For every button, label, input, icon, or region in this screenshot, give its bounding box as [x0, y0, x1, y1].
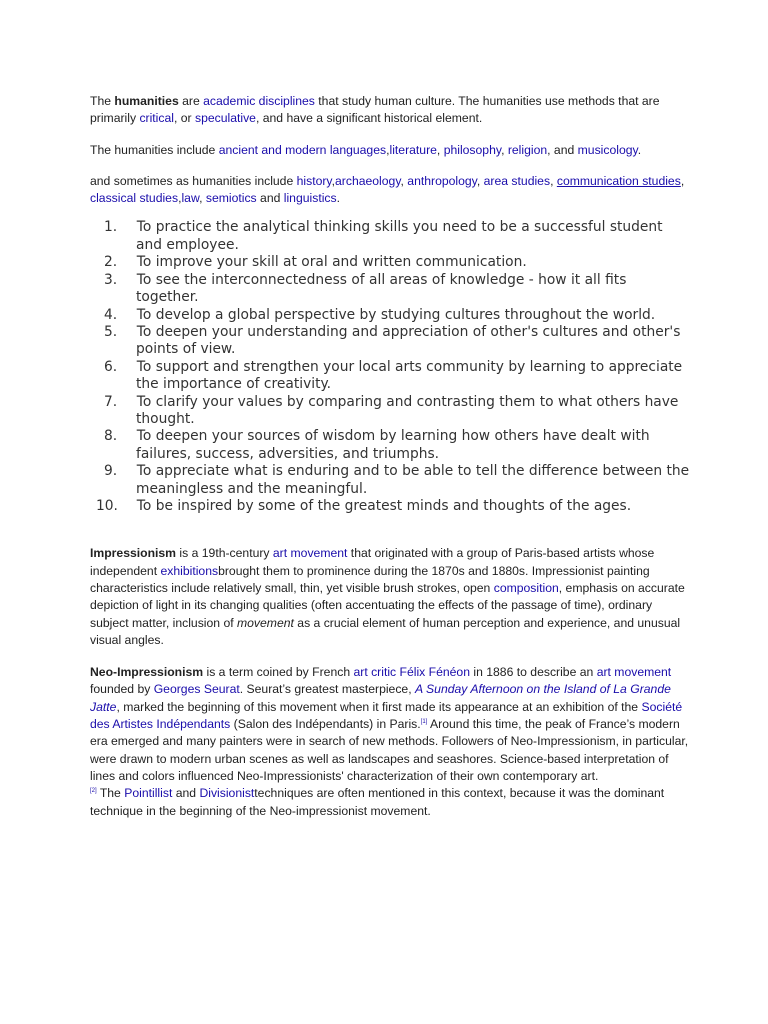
link-philosophy[interactable]: philosophy	[443, 142, 502, 157]
text: ,	[400, 173, 408, 188]
list-number: 3.	[104, 271, 118, 288]
link-exhibitions[interactable]: exhibitions	[160, 563, 219, 578]
text: ,	[476, 173, 484, 188]
humanities-include-paragraph	[90, 142, 690, 159]
text: , or	[173, 111, 195, 126]
text: ,	[680, 173, 685, 188]
text: .	[336, 191, 340, 206]
link-art-movement[interactable]: art movement	[272, 546, 348, 561]
movement-italic-text: movement	[237, 615, 294, 630]
text: , and	[547, 142, 578, 157]
document-page	[90, 93, 690, 820]
link-literature[interactable]: literature	[389, 142, 437, 157]
text: (Salon des Indépendants) in Paris.	[230, 717, 421, 732]
reference-1[interactable]: [1]	[420, 719, 428, 725]
text: The humanities include	[90, 142, 219, 157]
impressionism-paragraph	[90, 545, 690, 649]
list-item	[90, 272, 690, 307]
list-item	[90, 307, 690, 324]
link-languages[interactable]: ancient and modern languages	[218, 142, 387, 157]
link-art-critic[interactable]: art critic	[353, 665, 397, 680]
link-archaeology[interactable]: archaeology	[335, 173, 401, 188]
link-critical[interactable]: critical	[139, 111, 174, 126]
text: in 1886 to describe an	[469, 665, 597, 680]
text: and sometimes as humanities include	[90, 173, 297, 188]
text: ,	[331, 173, 336, 188]
text: ,	[550, 173, 557, 188]
link-academic-disciplines[interactable]: academic disciplines	[203, 94, 315, 108]
humanities-sometimes-paragraph	[90, 173, 690, 208]
list-number: 10.	[96, 497, 118, 514]
list-item-text: To support and strengthen your local arts community by learning to appreciate the importance of creativity.	[136, 358, 683, 393]
list-number: 9.	[104, 463, 118, 480]
link-sunday-afternoon[interactable]: A Sunday Afternoon on the Island of La Grande Jatte	[90, 682, 671, 714]
list-item-text: To improve your skill at oral and written communication.	[136, 254, 527, 271]
list-number: 2.	[104, 254, 118, 271]
text: , and have a significant historical element.	[255, 111, 483, 126]
humanities-intro-paragraph	[90, 93, 690, 128]
list-item-text: To deepen your understanding and appreciation of other's cultures and other's points of view.	[136, 323, 681, 358]
text: is a term coined by French	[203, 665, 354, 680]
link-societe-artistes[interactable]: Société des Artistes Indépendants	[90, 699, 683, 732]
text: ,	[436, 142, 444, 157]
list-item	[90, 498, 690, 515]
list-number: 6.	[104, 358, 118, 375]
text: .	[637, 142, 642, 157]
text: ,	[178, 191, 182, 206]
humanities-term: humanities	[114, 94, 179, 108]
reasons-list	[90, 219, 690, 515]
text: that originated with a group of Paris-based artists whose independent	[90, 546, 655, 578]
link-art-movement[interactable]: art movement	[596, 665, 672, 680]
link-classical-studies[interactable]: classical studies	[90, 191, 179, 206]
text: ,	[501, 142, 508, 157]
list-item-text: To deepen your sources of wisdom by learning how others have dealt with failures, success, adversities, and triumphs.	[136, 428, 650, 462]
text: are	[178, 94, 204, 108]
neo-impressionism-term: Neo-Impressionism	[90, 665, 204, 680]
link-linguistics[interactable]: linguistics	[283, 191, 337, 206]
list-item-text: To practice the analytical thinking skills you need to be a successful student and employee.	[136, 219, 663, 253]
text: ,	[386, 142, 390, 157]
text: and	[172, 786, 200, 801]
list-number: 7.	[104, 393, 118, 410]
link-religion[interactable]: religion	[507, 142, 548, 157]
list-item	[90, 428, 690, 463]
link-anthropology[interactable]: anthropology	[407, 173, 477, 188]
text: , emphasis on accurate depiction of light in its changing qualities (often accentuating the effects of the passage of time), ordinary subject matter, inclusion of	[90, 580, 685, 630]
list-item-text: To appreciate what is enduring and to be able to tell the difference between the meaningless and the meaningful.	[136, 463, 690, 497]
list-item-text: To develop a global perspective by studying cultures throughout the world.	[136, 306, 656, 323]
text: ,	[199, 191, 206, 206]
list-number: 8.	[104, 428, 118, 445]
list-item-text: To clarify your values by comparing and contrasting them to what others have thought.	[136, 393, 679, 427]
link-law[interactable]: law	[181, 191, 200, 206]
link-musicology[interactable]: musicology	[577, 142, 638, 157]
link-divisionist[interactable]: Divisionist	[199, 786, 255, 801]
link-history[interactable]: history	[296, 173, 332, 188]
list-item	[90, 463, 690, 498]
text: The	[90, 94, 115, 108]
text: is a 19th-century	[176, 546, 273, 561]
list-item	[90, 394, 690, 429]
text: techniques are often mentioned in this context, because it was the dominant technique in the beginning of the Neo-impressionist movement.	[90, 786, 665, 818]
list-item	[90, 254, 690, 271]
list-number: 1.	[104, 219, 118, 236]
text: brought them to prominence during the 1870s and 1880s. Impressionist painting characteristics include relatively small, thin, yet visible brush strokes, open	[90, 563, 650, 595]
link-georges-seurat[interactable]: Georges Seurat	[153, 682, 240, 697]
text: The	[96, 786, 125, 801]
list-item	[90, 359, 690, 394]
text: and	[256, 191, 284, 206]
list-item	[90, 219, 690, 254]
text: as a crucial element of human perception and experience, and unusual visual angles.	[90, 615, 681, 647]
link-area-studies[interactable]: area studies	[483, 173, 551, 188]
reference-2[interactable]: [2]	[90, 788, 97, 795]
impressionism-term: Impressionism	[90, 546, 177, 561]
link-semiotics[interactable]: semiotics	[205, 191, 257, 206]
list-item	[90, 324, 690, 359]
text: Around this time, the peak of France’s modern era emerged and many painters were in search of new methods. Followers of Neo-Impressionism, in particular, were drawn to modern urban scenes as well as landscapes and seashores. Science-based interpretation of lines and colors influenced Neo-Impressionists' characterization of their own contemporary art.	[90, 717, 689, 783]
link-felix-feneon[interactable]: Félix Fénéon	[399, 665, 470, 680]
list-item-text: To see the interconnectedness of all areas of knowledge - how it all fits together.	[136, 271, 627, 306]
neo-impressionism-paragraph	[90, 664, 690, 820]
text: founded by	[90, 682, 154, 697]
list-number: 5.	[104, 323, 118, 340]
list-number: 4.	[104, 306, 118, 323]
link-communication-studies[interactable]: communication studies	[556, 173, 681, 188]
link-pointillist[interactable]: Pointillist	[124, 786, 173, 801]
text: . Seurat’s greatest masterpiece,	[239, 682, 415, 697]
link-composition[interactable]: composition	[493, 580, 559, 595]
list-item-text: To be inspired by some of the greatest minds and thoughts of the ages.	[136, 497, 632, 514]
text: , marked the beginning of this movement when it first made its appearance at an exhibition of the	[116, 699, 642, 714]
link-speculative[interactable]: speculative	[194, 111, 256, 126]
text: that study human culture. The humanities use methods that are primarily	[90, 94, 660, 126]
